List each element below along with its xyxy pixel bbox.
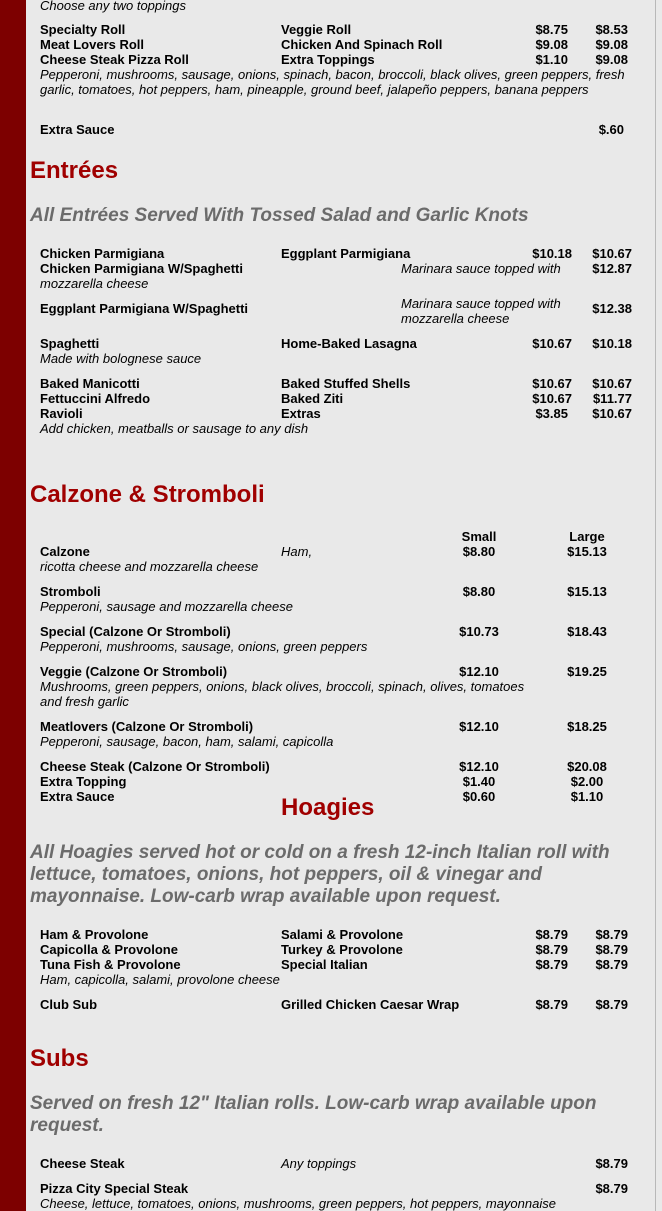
price-pizza-city-special-steak: $8.79 (595, 1181, 628, 1196)
item-cheese-steak-pizza-roll: Cheese Steak Pizza Roll (40, 52, 189, 67)
item-calzone-extra-topping: Extra Topping (40, 774, 127, 789)
price-capicolla-provolone: $8.79 (535, 942, 568, 957)
entrees-heading: Entrées (30, 157, 119, 184)
item-specialty-roll: Specialty Roll (40, 22, 126, 37)
price-extra-topping-small: $1.40 (462, 774, 496, 789)
item-baked-stuffed-shells: Baked Stuffed Shells (281, 376, 411, 391)
item-grilled-chicken-caesar-wrap: Grilled Chicken Caesar Wrap (281, 997, 460, 1012)
item-stromboli: Stromboli (40, 584, 101, 599)
price-extra-topping-large: $2.00 (570, 774, 604, 789)
price-chicken-parmigiana-spaghetti: $12.87 (592, 261, 632, 276)
price-grilled-chicken-caesar-wrap: $8.79 (595, 997, 628, 1012)
price-special-small: $10.73 (459, 624, 499, 639)
price-salami-provolone: $8.79 (595, 927, 628, 942)
hoagies-subheading-line-2: lettuce, tomatoes, onions, hot peppers, oil & vinegar and (30, 864, 543, 885)
item-ravioli: Ravioli (40, 406, 83, 421)
price-tuna-fish-provolone: $8.79 (535, 957, 568, 972)
item-cheese-steak-calzone: Cheese Steak (Calzone Or Stromboli) (40, 759, 270, 774)
price-chicken-spinach-roll: $9.08 (595, 37, 628, 52)
entrees-addon-note: Add chicken, meatballs or sausage to any dish (40, 421, 309, 436)
price-veggie-roll: $8.53 (595, 22, 628, 37)
price-veggie-large: $19.25 (567, 664, 607, 679)
price-cheese-steak-pizza-roll: $1.10 (535, 52, 568, 67)
item-cheese-steak-sub: Cheese Steak (40, 1156, 125, 1171)
price-home-baked-lasagna: $10.18 (592, 336, 632, 351)
price-extra-toppings: $9.08 (595, 52, 628, 67)
desc-chicken-parm-spaghetti-1: Marinara sauce topped with (401, 261, 561, 276)
item-extras: Extras (281, 406, 321, 421)
price-special-italian: $8.79 (595, 957, 628, 972)
price-chicken-parmigiana: $10.18 (532, 246, 572, 261)
price-ravioli: $3.85 (535, 406, 568, 421)
item-tuna-fish-provolone: Tuna Fish & Provolone (40, 957, 181, 972)
price-baked-stuffed-shells: $10.67 (592, 376, 632, 391)
item-home-baked-lasagna: Home-Baked Lasagna (281, 336, 417, 351)
price-baked-ziti: $11.77 (592, 391, 632, 406)
price-spaghetti: $10.67 (532, 336, 572, 351)
item-fettuccini-alfredo: Fettuccini Alfredo (40, 391, 151, 406)
item-eggplant-parmigiana: Eggplant Parmigiana (281, 246, 411, 261)
desc-eggplant-parm-spaghetti-1: Marinara sauce topped with (401, 296, 561, 311)
price-extra-sauce-large: $1.10 (570, 789, 604, 804)
item-baked-manicotti: Baked Manicotti (40, 376, 140, 391)
desc-meatlovers-calzone: Pepperoni, sausage, bacon, ham, salami, capicolla (40, 734, 334, 749)
item-meat-lovers-roll: Meat Lovers Roll (40, 37, 145, 52)
item-calzone: Calzone (40, 544, 90, 559)
price-club-sub: $8.79 (535, 997, 568, 1012)
item-eggplant-parmigiana-spaghetti: Eggplant Parmigiana W/Spaghetti (40, 301, 249, 316)
price-specialty-roll: $8.75 (535, 22, 568, 37)
subs-heading: Subs (30, 1045, 89, 1072)
item-extra-toppings: Extra Toppings (281, 52, 375, 67)
price-stromboli-large: $15.13 (567, 584, 607, 599)
price-baked-manicotti: $10.67 (532, 376, 572, 391)
desc-stromboli: Pepperoni, sausage and mozzarella cheese (40, 599, 293, 614)
item-veggie-calzone: Veggie (Calzone Or Stromboli) (40, 664, 228, 679)
price-special-large: $18.43 (567, 624, 607, 639)
desc-chicken-parm-spaghetti-2: mozzarella cheese (40, 276, 149, 291)
desc-calzone: ricotta cheese and mozzarella cheese (40, 559, 259, 574)
item-chicken-parmigiana-spaghetti: Chicken Parmigiana W/Spaghetti (40, 261, 243, 276)
price-turkey-provolone: $8.79 (595, 942, 628, 957)
calzone-heading: Calzone & Stromboli (30, 481, 265, 508)
desc-special-italian: Ham, capicolla, salami, provolone cheese (40, 972, 280, 987)
hoagies-subheading-line-3: mayonnaise. Low-carb wrap available upon request. (30, 886, 501, 907)
entrees-subheading: All Entrées Served With Tossed Salad and Garlic Knots (30, 205, 529, 226)
desc-spaghetti: Made with bolognese sauce (40, 351, 202, 366)
item-special-calzone: Special (Calzone Or Stromboli) (40, 624, 231, 639)
desc-veggie-calzone-1: Mushrooms, green peppers, onions, black olives, broccoli, spinach, olives, tomatoes (40, 679, 525, 694)
column-header-small: Small (461, 529, 497, 544)
item-ham-provolone: Ham & Provolone (40, 927, 149, 942)
item-turkey-provolone: Turkey & Provolone (281, 942, 403, 957)
item-calzone-extra-sauce: Extra Sauce (40, 789, 115, 804)
price-eggplant-parmigiana: $10.67 (592, 246, 632, 261)
item-chicken-parmigiana: Chicken Parmigiana (40, 246, 165, 261)
price-calzone-small: $8.80 (462, 544, 496, 559)
right-border-line (655, 0, 656, 1211)
item-salami-provolone: Salami & Provolone (281, 927, 404, 942)
hoagies-subheading-line-1: All Hoagies served hot or cold on a fresh 12-inch Italian roll with (30, 842, 610, 863)
price-cheese-steak-sub: $8.79 (595, 1156, 628, 1171)
desc-pizza-city-special-steak: Cheese, lettuce, tomatoes, onions, mushrooms, green peppers, hot peppers, mayonnaise (40, 1196, 556, 1211)
desc-veggie-calzone-2: and fresh garlic (40, 694, 129, 709)
price-cheese-steak-small: $12.10 (459, 759, 499, 774)
price-veggie-small: $12.10 (459, 664, 499, 679)
toppings-note: Choose any two toppings (40, 0, 186, 13)
price-fettuccini-alfredo: $10.67 (532, 391, 572, 406)
price-meat-lovers-roll: $9.08 (535, 37, 568, 52)
item-baked-ziti: Baked Ziti (281, 391, 344, 406)
item-pizza-city-special-steak: Pizza City Special Steak (40, 1181, 189, 1196)
item-meatlovers-calzone: Meatlovers (Calzone Or Stromboli) (40, 719, 254, 734)
desc-cheese-steak-sub: Any toppings (281, 1156, 357, 1171)
toppings-list-line-2: garlic, tomatoes, hot peppers, ham, pineapple, ground beef, jalapeño peppers, banana peppers (40, 82, 589, 97)
subs-subheading-line-2: request. (30, 1115, 104, 1136)
price-meatlovers-small: $12.10 (459, 719, 499, 734)
price-calzone-large: $15.13 (567, 544, 607, 559)
price-extras: $10.67 (592, 406, 632, 421)
item-extra-sauce: Extra Sauce (40, 122, 115, 137)
price-extra-sauce-small: $0.60 (462, 789, 496, 804)
price-eggplant-parmigiana-spaghetti: $12.38 (592, 301, 632, 316)
toppings-list-line-1: Pepperoni, mushrooms, sausage, onions, spinach, bacon, broccoli, black olives, green peppers, fresh (40, 67, 625, 82)
subs-subheading-line-1: Served on fresh 12" Italian rolls. Low-carb wrap available upon (30, 1093, 597, 1114)
item-chicken-spinach-roll: Chicken And Spinach Roll (281, 37, 443, 52)
item-capicolla-provolone: Capicolla & Provolone (40, 942, 178, 957)
price-ham-provolone: $8.79 (535, 927, 568, 942)
price-cheese-steak-large: $20.08 (567, 759, 607, 774)
price-stromboli-small: $8.80 (462, 584, 496, 599)
desc-calzone-extra: Ham, (281, 544, 313, 559)
desc-eggplant-parm-spaghetti-2: mozzarella cheese (401, 311, 510, 326)
price-meatlovers-large: $18.25 (567, 719, 607, 734)
item-spaghetti: Spaghetti (40, 336, 100, 351)
item-special-italian: Special Italian (281, 957, 368, 972)
column-header-large: Large (569, 529, 605, 544)
item-veggie-roll: Veggie Roll (281, 22, 352, 37)
hoagies-heading: Hoagies (281, 794, 375, 821)
item-club-sub: Club Sub (40, 997, 98, 1012)
price-extra-sauce: $.60 (598, 122, 624, 137)
left-sidebar-band (0, 0, 26, 1211)
desc-special-calzone: Pepperoni, mushrooms, sausage, onions, green peppers (40, 639, 368, 654)
